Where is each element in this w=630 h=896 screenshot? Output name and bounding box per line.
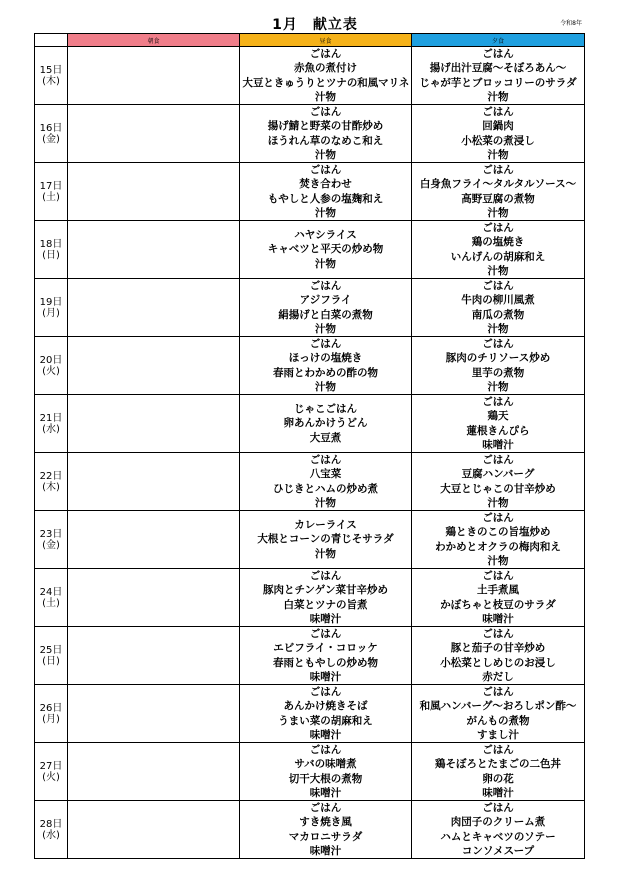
menu-item: ごはん: [309, 164, 342, 177]
menu-item: 汁物: [487, 90, 509, 103]
dinner-cell: [412, 569, 585, 627]
lunch-cell: [240, 163, 412, 221]
menu-item: ごはん: [482, 106, 514, 119]
menu-item: 土手煮風: [477, 584, 519, 597]
weekday-label: (月): [42, 307, 60, 319]
date-cell: [35, 47, 68, 105]
menu-item: 汁物: [315, 496, 336, 509]
breakfast-cell: [68, 105, 240, 163]
date-cell: [35, 743, 68, 801]
menu-item: わかめとオクラの梅肉和え: [435, 540, 561, 553]
menu-item: 大豆煮: [309, 431, 342, 444]
menu-item: 鶏天: [487, 410, 509, 423]
menu-item: ごはん: [309, 106, 342, 119]
menu-item: ごはん: [482, 396, 514, 409]
breakfast-cell: [68, 685, 240, 743]
lunch-cell: [240, 105, 412, 163]
day-label: 20日: [39, 354, 63, 366]
table-row: [35, 337, 585, 395]
menu-item: 味噌汁: [309, 612, 342, 625]
day-label: 16日: [39, 122, 63, 134]
menu-item: ごはん: [309, 48, 342, 61]
table-row: [35, 395, 585, 453]
menu-item: 赤魚の煮付け: [294, 62, 357, 75]
menu-item: 味噌汁: [309, 844, 342, 857]
menu-item: 赤だし: [482, 670, 514, 683]
menu-item: ごはん: [482, 512, 514, 525]
menu-item: 回鍋肉: [482, 120, 514, 133]
table-row: [35, 685, 585, 743]
menu-item: 牛肉の柳川風煮: [461, 294, 535, 307]
dinner-cell: [412, 163, 585, 221]
breakfast-cell: [68, 511, 240, 569]
menu-item: コンソメスープ: [461, 844, 535, 857]
day-label: 28日: [39, 818, 63, 830]
menu-item: 鶏ときのこの旨塩炒め: [445, 526, 551, 539]
menu-item: カレーライス: [294, 519, 357, 532]
dinner-cell: [412, 47, 585, 105]
menu-item: 和風ハンバーグ～おろしポン酢～: [419, 700, 577, 713]
menu-item: ごはん: [482, 338, 514, 351]
menu-item: 揚げ出汁豆腐～そぼろあん～: [429, 62, 567, 75]
menu-item: あんかけ焼きそば: [283, 700, 368, 713]
menu-item: 汁物: [487, 206, 509, 219]
day-label: 25日: [39, 644, 63, 656]
breakfast-cell: [68, 569, 240, 627]
menu-item: 白菜とツナの旨煮: [283, 598, 368, 611]
menu-item: 豚肉とチンゲン菜甘辛炒め: [262, 584, 389, 597]
breakfast-cell: [68, 47, 240, 105]
menu-item: 蓮根きんぴら: [466, 424, 530, 437]
menu-item: 切干大根の煮物: [288, 772, 363, 785]
menu-item: エビフライ・コロッケ: [273, 642, 378, 655]
breakfast-cell: [68, 163, 240, 221]
menu-item: 卵あんかけうどん: [283, 417, 368, 430]
menu-item: ごはん: [309, 454, 342, 467]
era-label: 令和8年: [560, 20, 582, 27]
weekday-label: (火): [42, 771, 60, 783]
menu-item: ごはん: [309, 280, 342, 293]
menu-item: 汁物: [487, 554, 509, 567]
menu-item: 味噌汁: [309, 728, 342, 741]
day-label: 26日: [39, 702, 63, 714]
menu-item: 八宝菜: [309, 468, 342, 481]
lunch-cell: [240, 221, 412, 279]
menu-item: 汁物: [487, 148, 509, 161]
menu-item: マカロニサラダ: [288, 830, 363, 843]
menu-item: じゃこごはん: [294, 403, 357, 416]
date-cell: [35, 105, 68, 163]
day-label: 22日: [39, 470, 63, 482]
menu-item: 春雨とわかめの酢の物: [273, 366, 378, 379]
menu-item: ごはん: [482, 686, 514, 699]
weekday-label: (土): [42, 191, 60, 203]
menu-item: 南瓜の煮物: [471, 308, 525, 321]
menu-item: 里芋の煮物: [471, 366, 525, 379]
dinner-cell: [412, 453, 585, 511]
day-label: 27日: [39, 760, 63, 772]
menu-item: もやしと人参の塩麹和え: [267, 192, 384, 205]
menu-item: 焚き合わせ: [299, 178, 352, 191]
dinner-cell: [412, 743, 585, 801]
menu-item: 小松菜としめじのお浸し: [440, 656, 556, 669]
menu-item: がんもの煮物: [466, 714, 530, 727]
breakfast-cell: [68, 801, 240, 859]
table-row: [35, 105, 585, 163]
menu-item: 味噌汁: [482, 612, 514, 625]
day-label: 18日: [39, 238, 63, 250]
date-cell: [35, 801, 68, 859]
menu-item: ごはん: [482, 570, 514, 583]
weekday-label: (月): [42, 713, 60, 725]
menu-item: ハヤシライス: [294, 229, 357, 242]
lunch-cell: [240, 337, 412, 395]
dinner-cell: [412, 105, 585, 163]
lunch-cell: [240, 685, 412, 743]
menu-item: ごはん: [309, 338, 342, 351]
menu-item: ごはん: [482, 280, 514, 293]
day-label: 23日: [39, 528, 63, 540]
dinner-cell: [412, 221, 585, 279]
menu-item: ごはん: [482, 164, 514, 177]
menu-item: ごはん: [309, 744, 342, 757]
menu-item: 味噌汁: [482, 786, 514, 799]
menu-item: ハムとキャベツのソテー: [440, 830, 556, 843]
table-row: [35, 163, 585, 221]
dinner-cell: [412, 685, 585, 743]
lunch-cell: [240, 47, 412, 105]
column-header-lunch: 昼食: [240, 34, 412, 47]
lunch-cell: [240, 453, 412, 511]
menu-item: 大根とコーンの青じそサラダ: [257, 533, 394, 546]
lunch-cell: [240, 743, 412, 801]
menu-item: すき焼き風: [299, 816, 352, 829]
date-cell: [35, 627, 68, 685]
breakfast-cell: [68, 337, 240, 395]
dinner-cell: [412, 337, 585, 395]
breakfast-cell: [68, 743, 240, 801]
menu-item: 白身魚フライ～タルタルソース～: [419, 178, 577, 191]
menu-item: 鶏の塩焼き: [471, 236, 525, 249]
weekday-label: (土): [42, 597, 60, 609]
table-row: [35, 453, 585, 511]
day-label: 17日: [39, 180, 63, 192]
menu-table: [34, 33, 585, 859]
table-row: [35, 221, 585, 279]
weekday-label: (木): [42, 75, 60, 87]
date-cell: [35, 511, 68, 569]
date-cell: [35, 569, 68, 627]
breakfast-cell: [68, 627, 240, 685]
menu-item: ごはん: [482, 48, 514, 61]
menu-item: すまし汁: [477, 728, 519, 741]
menu-item: ごはん: [482, 628, 514, 641]
menu-item: 味噌汁: [309, 670, 342, 683]
dinner-cell: [412, 627, 585, 685]
day-label: 19日: [39, 296, 63, 308]
lunch-cell: [240, 627, 412, 685]
day-label: 21日: [39, 412, 63, 424]
menu-item: 汁物: [487, 380, 509, 393]
breakfast-cell: [68, 279, 240, 337]
weekday-label: (金): [42, 539, 60, 551]
lunch-cell: [240, 801, 412, 859]
menu-item: 高野豆腐の煮物: [461, 192, 535, 205]
column-header-date: [35, 34, 68, 47]
menu-item: ごはん: [309, 686, 342, 699]
weekday-label: (水): [42, 829, 60, 841]
day-label: 15日: [39, 64, 63, 76]
menu-item: かぼちゃと枝豆のサラダ: [440, 598, 556, 611]
menu-body: [35, 47, 585, 859]
menu-item: 味噌汁: [309, 786, 342, 799]
table-row: [35, 569, 585, 627]
menu-item: 豆腐ハンバーグ: [461, 468, 535, 481]
date-cell: [35, 395, 68, 453]
dinner-cell: [412, 511, 585, 569]
weekday-label: (木): [42, 481, 60, 493]
menu-item: ごはん: [309, 628, 342, 641]
day-label: 24日: [39, 586, 63, 598]
table-row: [35, 511, 585, 569]
date-cell: [35, 163, 68, 221]
page-title: 1月 献立表: [272, 17, 358, 33]
menu-item: 汁物: [315, 322, 336, 335]
table-row: [35, 627, 585, 685]
breakfast-cell: [68, 395, 240, 453]
menu-item: 汁物: [315, 257, 336, 270]
menu-item: アジフライ: [299, 294, 352, 307]
menu-item: 卵の花: [482, 772, 514, 785]
menu-item: 絹揚げと白菜の煮物: [278, 308, 373, 321]
lunch-cell: [240, 511, 412, 569]
menu-item: うまい菜の胡麻和え: [278, 714, 373, 727]
table-row: [35, 743, 585, 801]
menu-item: ほっけの塩焼き: [288, 352, 363, 365]
menu-item: いんげんの胡麻和え: [450, 250, 546, 263]
date-cell: [35, 221, 68, 279]
breakfast-cell: [68, 221, 240, 279]
weekday-label: (水): [42, 423, 60, 435]
menu-item: 汁物: [487, 496, 509, 509]
menu-item: 汁物: [487, 322, 509, 335]
menu-item: ごはん: [482, 222, 514, 235]
header-row: [35, 34, 585, 47]
menu-item: 小松菜の煮浸し: [461, 134, 535, 147]
weekday-label: (金): [42, 133, 60, 145]
menu-item: 大豆とじゃこの甘辛炒め: [440, 482, 556, 495]
weekday-label: (日): [42, 655, 60, 667]
menu-item: サバの味噌煮: [294, 758, 357, 771]
menu-item: 味噌汁: [482, 438, 514, 451]
menu-item: ごはん: [482, 744, 514, 757]
menu-item: 春雨ともやしの炒め物: [273, 656, 378, 669]
menu-item: 鶏そぼろとたまごの二色丼: [435, 758, 561, 771]
menu-item: 揚げ鯖と野菜の甘酢炒め: [267, 120, 384, 133]
menu-item: 汁物: [315, 90, 336, 103]
menu-item: 汁物: [315, 206, 336, 219]
menu-item: ごはん: [482, 454, 514, 467]
column-header-breakfast: 朝食: [68, 34, 240, 47]
weekday-label: (火): [42, 365, 60, 377]
menu-item: 豚と茄子の甘辛炒め: [450, 642, 546, 655]
menu-item: ごはん: [309, 570, 342, 583]
dinner-cell: [412, 395, 585, 453]
dinner-cell: [412, 801, 585, 859]
menu-item: 肉団子のクリーム煮: [450, 816, 546, 829]
menu-item: ほうれん草のなめこ和え: [267, 134, 384, 147]
menu-item: 汁物: [315, 148, 336, 161]
date-cell: [35, 279, 68, 337]
menu-item: ひじきとハムの炒め煮: [273, 482, 378, 495]
menu-item: 豚肉のチリソース炒め: [445, 352, 551, 365]
lunch-cell: [240, 279, 412, 337]
menu-item: じゃが芋とブロッコリーのサラダ: [419, 76, 577, 89]
date-cell: [35, 337, 68, 395]
weekday-label: (日): [42, 249, 60, 261]
date-cell: [35, 685, 68, 743]
table-row: [35, 279, 585, 337]
lunch-cell: [240, 569, 412, 627]
menu-item: 汁物: [315, 547, 336, 560]
menu-item: 汁物: [487, 264, 509, 277]
breakfast-cell: [68, 453, 240, 511]
menu-item: ごはん: [309, 802, 342, 815]
dinner-cell: [412, 279, 585, 337]
table-row: [35, 801, 585, 859]
date-cell: [35, 453, 68, 511]
menu-item: キャベツと平天の炒め物: [267, 243, 384, 256]
lunch-cell: [240, 395, 412, 453]
menu-item: 汁物: [315, 380, 336, 393]
column-header-dinner: 夕食: [412, 34, 585, 47]
table-row: [35, 47, 585, 105]
menu-item: 大豆ときゅうりとツナの和風マリネ: [242, 76, 409, 89]
menu-item: ごはん: [482, 802, 514, 815]
